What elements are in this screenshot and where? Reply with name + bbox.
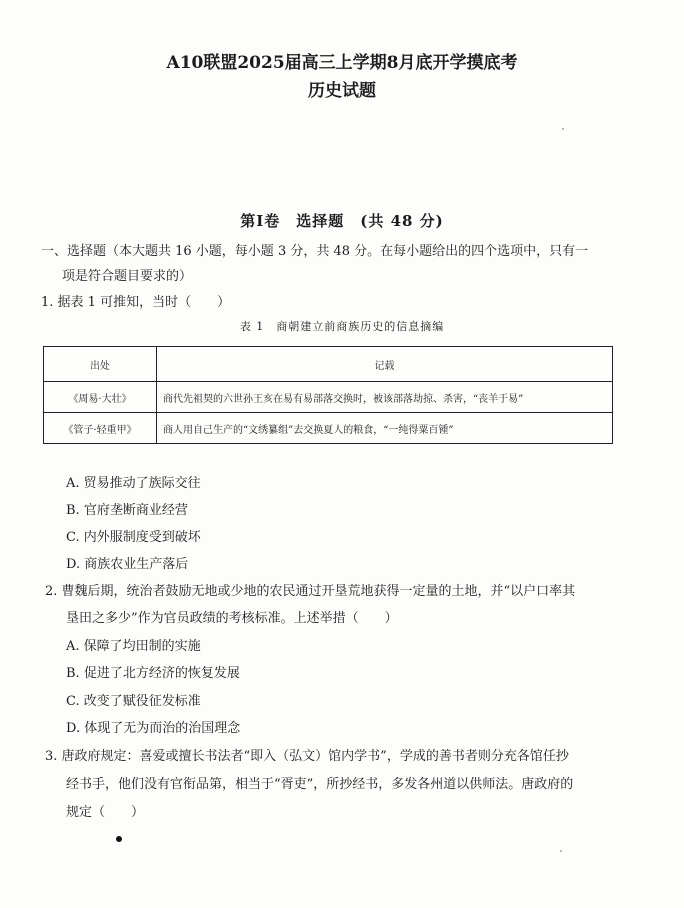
question-1-option-d: D. 商族农业生产落后 — [66, 557, 189, 572]
table-header-record: 记载 — [157, 347, 613, 382]
question-1-option-c: C. 内外服制度受到破坏 — [66, 530, 201, 545]
table-cell-source: 《周易·大壮》 — [44, 382, 157, 413]
scan-speck — [562, 128, 564, 130]
exam-title: A10联盟2025届高三上学期8月底开学摸底考 — [166, 53, 518, 73]
table-row — [44, 413, 613, 444]
section-instruction-cont: 项是符合题目要求的） — [62, 269, 193, 284]
question-2-option-b: B. 促进了北方经济的恢复发展 — [66, 666, 240, 681]
table-header-row — [44, 347, 613, 382]
table-cell-source: 《管子·轻重甲》 — [44, 413, 157, 444]
scan-speck — [560, 850, 562, 852]
table-cell-record: 商代先祖契的六世孙王亥在易有易部落交换时，被该部落劫掠、杀害，“丧羊于易” — [157, 382, 613, 413]
question-1-option-b: B. 官府垄断商业经营 — [66, 503, 188, 518]
table-row — [44, 382, 613, 413]
question-2-stem: 2. 曹魏后期，统治者鼓励无地或少地的农民通过开垦荒地获得一定量的土地，并“以户口率其 — [45, 584, 576, 599]
ink-dot — [116, 836, 122, 842]
question-3-stem-end: 规定（ ） — [66, 805, 145, 820]
table-cell-record: 商人用自己生产的“文绣纂组”去交换夏人的粮食，“一纯得粟百锺” — [157, 413, 613, 444]
question-3-stem-cont: 经书手，他们没有官衔品第，相当于“胥吏”，所抄经书，多发各州道以供师法。唐政府的 — [66, 777, 574, 792]
section-title: 第Ⅰ卷 选择题 (共 48 分) — [240, 212, 444, 230]
question-1-stem: 1. 据表 1 可推知，当时（ ） — [41, 295, 231, 310]
history-info-table — [43, 346, 613, 444]
exam-subject: 历史试题 — [308, 81, 376, 101]
section-instruction: 一、选择题（本大题共 16 小题，每小题 3 分，共 48 分。在每小题给出的四个选项中，只有一 — [41, 244, 589, 259]
question-2-option-a: A. 保障了均田制的实施 — [66, 639, 201, 654]
question-3-stem: 3. 唐政府规定：喜爱或擅长书法者“即入（弘文）馆内学书”，学成的善书者则分充各馆任抄 — [45, 749, 569, 764]
question-2-option-c: C. 改变了赋役征发标准 — [66, 694, 201, 709]
question-2-option-d: D. 体现了无为而治的治国理念 — [66, 721, 241, 736]
table-caption: 表 1 商朝建立前商族历史的信息摘编 — [239, 320, 445, 333]
question-1-option-a: A. 贸易推动了族际交往 — [66, 476, 201, 491]
question-2-stem-cont: 垦田之多少”作为官员政绩的考核标准。上述举措（ ） — [66, 611, 398, 626]
table-header-source: 出处 — [44, 347, 157, 382]
